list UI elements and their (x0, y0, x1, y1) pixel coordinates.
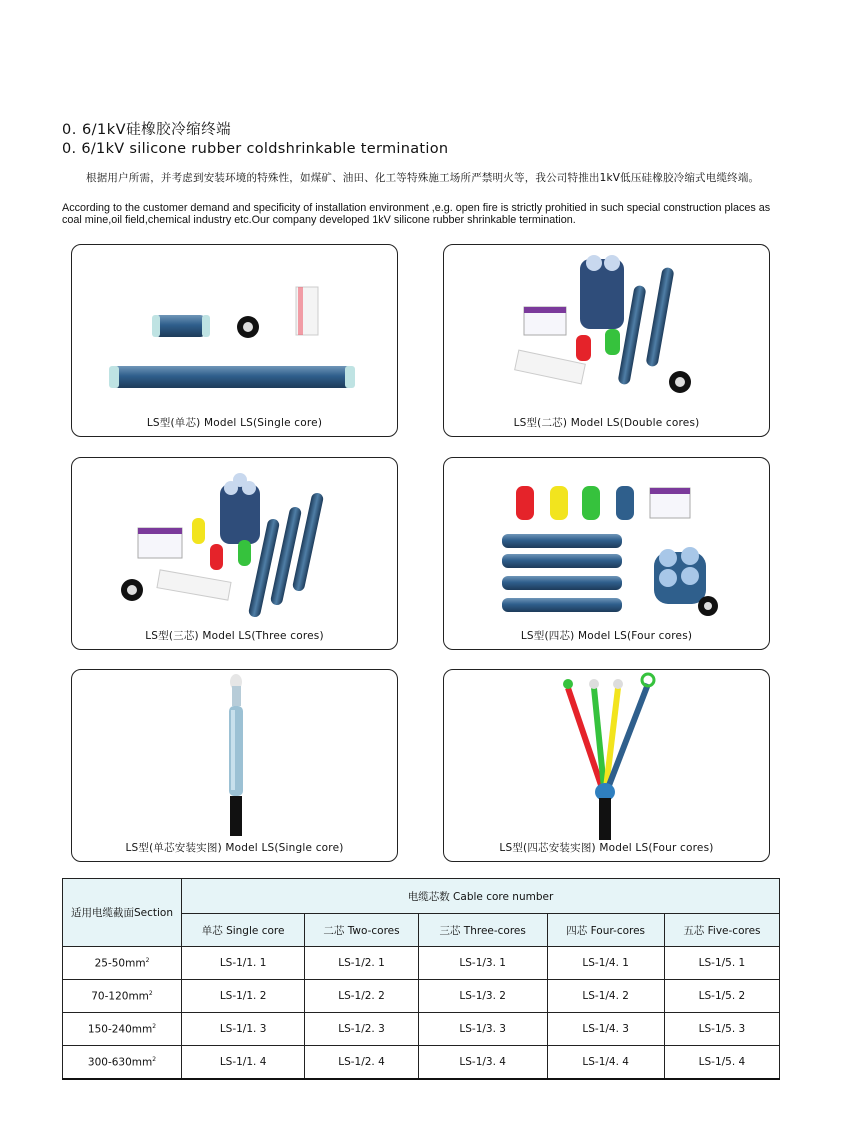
product-panel-double-cores (443, 244, 770, 437)
double-core-kit-illustration (444, 245, 770, 437)
model-cell: LS-1/5. 3 (664, 1013, 779, 1046)
column-header: 单芯 Single core (182, 914, 305, 947)
panel-caption: LS型(单芯) Model LS(Single core) (146, 417, 323, 429)
product-panel-three-cores (71, 457, 398, 650)
column-header: 三芯 Three-cores (418, 914, 547, 947)
section-cell: $300-630mm^2$ (63, 1046, 182, 1080)
model-cell: LS-1/2. 3 (305, 1013, 419, 1046)
page-title-en: 0. 6/1kV silicone rubber coldshrinkable termination (62, 141, 449, 157)
table-row (63, 1013, 780, 1046)
model-cell: LS-1/3. 2 (418, 980, 547, 1013)
model-cell: LS-1/2. 2 (305, 980, 419, 1013)
model-cell: LS-1/3. 4 (418, 1046, 547, 1080)
model-cell: LS-1/2. 4 (305, 1046, 419, 1080)
three-core-kit-illustration (72, 458, 398, 650)
page-title-cn: 0. 6/1kV硅橡胶冷缩终端 (62, 122, 232, 138)
column-header: 二芯 Two-cores (305, 914, 419, 947)
model-cell: LS-1/5. 4 (664, 1046, 779, 1080)
section-cell: $70-120mm^2$ (63, 980, 182, 1013)
column-header: 五芯 Five-cores (664, 914, 779, 947)
model-cell: LS-1/5. 2 (664, 980, 779, 1013)
product-panel-four-cores-installed (443, 669, 770, 862)
panel-caption: LS型(四芯) Model LS(Four cores) (520, 630, 693, 642)
model-cell: LS-1/5. 1 (664, 947, 779, 980)
section-cell: $150-240mm^2$ (63, 1013, 182, 1046)
single-core-kit-illustration (72, 245, 398, 437)
four-core-kit-illustration (444, 458, 770, 650)
model-cell: LS-1/3. 1 (418, 947, 547, 980)
core-number-header: 电缆芯数 Cable core number (182, 879, 780, 914)
section-header: 适用电缆截面Section (63, 879, 182, 947)
column-header: 四芯 Four-cores (547, 914, 664, 947)
spec-table (62, 878, 780, 1080)
panel-caption: LS型(二芯) Model LS(Double cores) (513, 417, 700, 429)
model-cell: LS-1/1. 4 (182, 1046, 305, 1080)
four-core-installed-illustration (444, 670, 770, 862)
model-cell: LS-1/1. 3 (182, 1013, 305, 1046)
model-cell: LS-1/1. 1 (182, 947, 305, 980)
model-cell: LS-1/4. 2 (547, 980, 664, 1013)
model-cell: LS-1/4. 3 (547, 1013, 664, 1046)
intro-text-cn: 根据用户所需，并考虑到安装环境的特殊性，如煤矿、油田、化工等特殊施工场所严禁明火等，我公司特推出1kV低压硅橡胶冷缩式电缆终端。 (86, 172, 760, 184)
intro-text-en: According to the customer demand and specificity of installation environment ,e.g. open fire is strictly prohitied in such special construction places as coal mine,oil field,chemical industry etc.Our company developed 1kV silicone rubber shrinkable termination. (62, 202, 771, 226)
table-row (63, 980, 780, 1013)
model-cell: LS-1/1. 2 (182, 980, 305, 1013)
product-panel-four-cores (443, 457, 770, 650)
single-core-installed-illustration (72, 670, 398, 862)
product-panel-single-core-installed (71, 669, 398, 862)
model-cell: LS-1/4. 4 (547, 1046, 664, 1080)
table-row (63, 947, 780, 980)
section-cell: $25-50mm^2$ (63, 947, 182, 980)
table-row (63, 1046, 780, 1080)
model-cell: LS-1/2. 1 (305, 947, 419, 980)
panel-caption: LS型(三芯) Model LS(Three cores) (145, 630, 324, 642)
model-cell: LS-1/4. 1 (547, 947, 664, 980)
panel-caption: LS型(单芯安装实图) Model LS(Single core) (125, 842, 344, 854)
product-panel-single-core (71, 244, 398, 437)
model-cell: LS-1/3. 3 (418, 1013, 547, 1046)
panel-caption: LS型(四芯安装实图) Model LS(Four cores) (499, 842, 714, 854)
